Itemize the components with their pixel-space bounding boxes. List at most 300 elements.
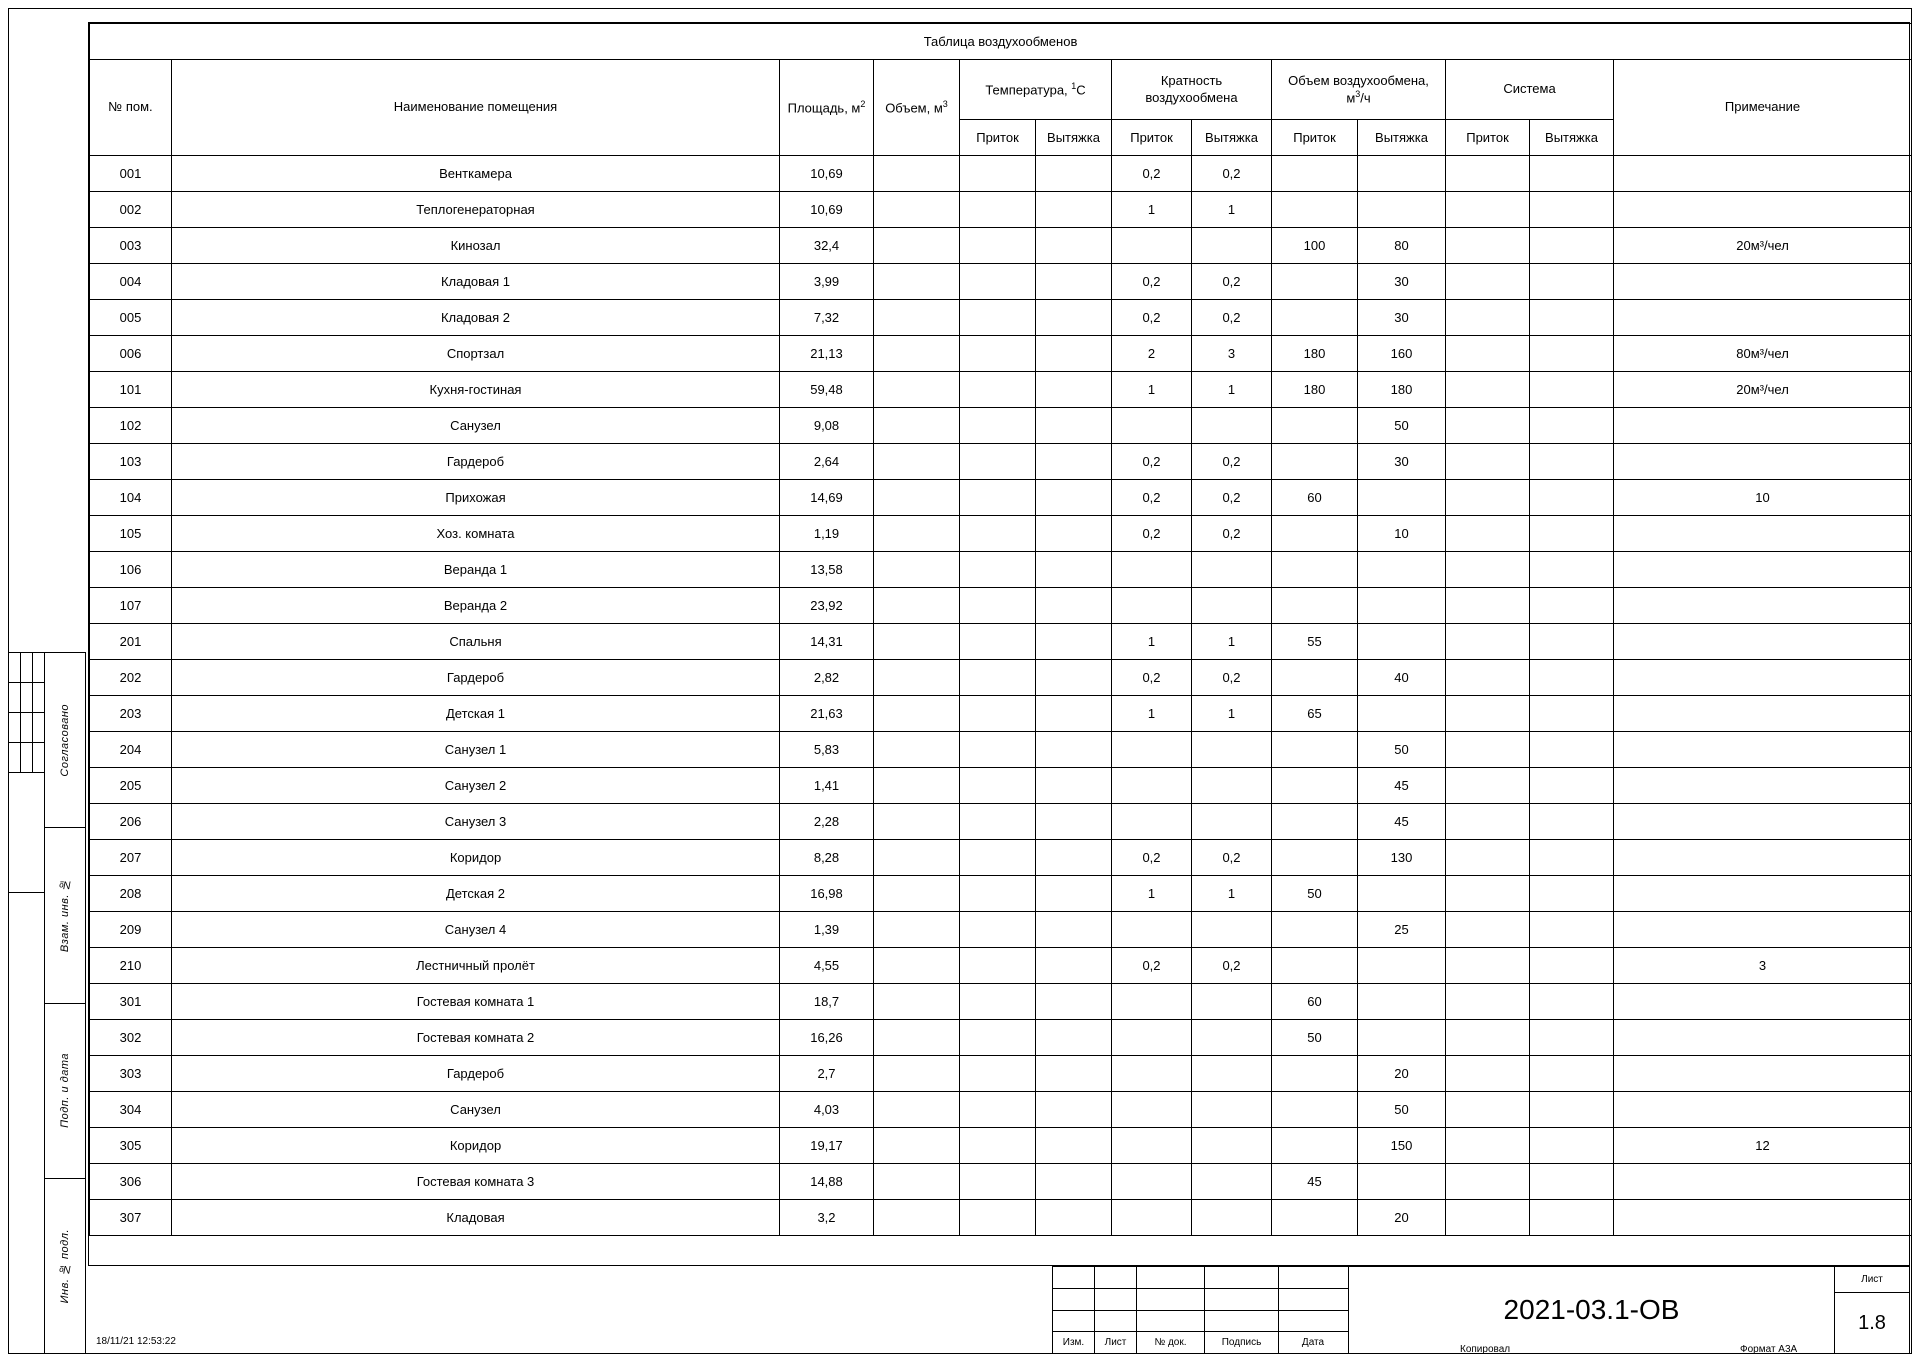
cell-system-in	[1446, 948, 1530, 984]
cell-area: 8,28	[780, 840, 874, 876]
cell-rate-out	[1192, 912, 1272, 948]
cell-system-in	[1446, 1128, 1530, 1164]
table-row	[90, 552, 1912, 588]
cell-flow-out: 25	[1358, 912, 1446, 948]
cell-volume	[874, 840, 960, 876]
cell-system-out	[1530, 552, 1614, 588]
cell-room-no: 106	[90, 552, 172, 588]
cell-flow-in	[1272, 192, 1358, 228]
cell-flow-in	[1272, 444, 1358, 480]
cell-rate-in: 0,2	[1112, 156, 1192, 192]
cell-rate-in: 2	[1112, 336, 1192, 372]
header-temperature: Температура, $^1$С	[960, 60, 1112, 120]
cell-flow-out: 80	[1358, 228, 1446, 264]
cell-temp-out	[1036, 948, 1112, 984]
table-row	[90, 696, 1912, 732]
cell-rate-in: 1	[1112, 696, 1192, 732]
title-block-row	[1053, 1267, 1348, 1289]
header-row-main	[90, 60, 1912, 120]
field-label-list: Лист	[1095, 1332, 1137, 1353]
cell-note	[1614, 1164, 1912, 1200]
cell-area: 1,19	[780, 516, 874, 552]
cell-room-no: 002	[90, 192, 172, 228]
cell-volume	[874, 1020, 960, 1056]
cell-flow-in: 50	[1272, 1020, 1358, 1056]
cell-rate-out: 0,2	[1192, 948, 1272, 984]
cell-temp-out	[1036, 552, 1112, 588]
cell-note	[1614, 984, 1912, 1020]
cell-note	[1614, 1020, 1912, 1056]
cell-flow-in	[1272, 156, 1358, 192]
grid-line	[8, 742, 44, 743]
title-block-cell	[1095, 1289, 1137, 1310]
table-row	[90, 876, 1912, 912]
cell-room-name: Детская 1	[172, 696, 780, 732]
cell-system-in	[1446, 1056, 1530, 1092]
cell-temp-in	[960, 264, 1036, 300]
cell-temp-out	[1036, 876, 1112, 912]
cell-system-in	[1446, 624, 1530, 660]
cell-volume	[874, 552, 960, 588]
cell-temp-in	[960, 1020, 1036, 1056]
title-block-cell	[1205, 1289, 1279, 1310]
title-block-cell	[1137, 1311, 1205, 1332]
cell-room-no: 303	[90, 1056, 172, 1092]
cell-temp-out	[1036, 444, 1112, 480]
cell-note: 80м³/чел	[1614, 336, 1912, 372]
cell-rate-out	[1192, 1020, 1272, 1056]
cell-temp-in	[960, 732, 1036, 768]
cell-system-out	[1530, 336, 1614, 372]
cell-rate-out: 1	[1192, 876, 1272, 912]
cell-temp-in	[960, 840, 1036, 876]
cell-note	[1614, 624, 1912, 660]
cell-note	[1614, 444, 1912, 480]
cell-temp-out	[1036, 1092, 1112, 1128]
cell-temp-out	[1036, 156, 1112, 192]
title-block-cell	[1137, 1289, 1205, 1310]
cell-flow-out: 50	[1358, 732, 1446, 768]
cell-room-no: 104	[90, 480, 172, 516]
cell-room-no: 203	[90, 696, 172, 732]
cell-flow-in	[1272, 804, 1358, 840]
cell-room-no: 207	[90, 840, 172, 876]
cell-temp-in	[960, 984, 1036, 1020]
cell-temp-out	[1036, 588, 1112, 624]
cell-rate-in: 1	[1112, 372, 1192, 408]
cell-temp-in	[960, 696, 1036, 732]
cell-temp-out	[1036, 732, 1112, 768]
cell-rate-out: 0,2	[1192, 660, 1272, 696]
cell-area: 7,32	[780, 300, 874, 336]
cell-temp-out	[1036, 984, 1112, 1020]
field-label-izm: Изм.	[1053, 1332, 1095, 1353]
cell-area: 18,7	[780, 984, 874, 1020]
cell-temp-in	[960, 156, 1036, 192]
header-system-in: Приток	[1446, 120, 1530, 156]
cell-system-in	[1446, 552, 1530, 588]
cell-system-in	[1446, 912, 1530, 948]
cell-flow-out: 30	[1358, 264, 1446, 300]
cell-system-out	[1530, 1056, 1614, 1092]
cell-system-out	[1530, 408, 1614, 444]
cell-rate-out	[1192, 768, 1272, 804]
cell-system-out	[1530, 156, 1614, 192]
sheet-number: 1.8	[1858, 1311, 1886, 1334]
cell-system-out	[1530, 660, 1614, 696]
cell-note	[1614, 840, 1912, 876]
cell-temp-out	[1036, 1164, 1112, 1200]
cell-rate-in: 0,2	[1112, 516, 1192, 552]
title-block-cell	[1137, 1267, 1205, 1288]
cell-rate-in: 0,2	[1112, 840, 1192, 876]
cell-area: 32,4	[780, 228, 874, 264]
left-margin-label-cell	[45, 1004, 85, 1179]
table-title-row	[90, 24, 1912, 60]
table-row	[90, 1092, 1912, 1128]
title-block-row	[1053, 1289, 1348, 1311]
cell-temp-out	[1036, 1128, 1112, 1164]
cell-volume	[874, 408, 960, 444]
cell-system-out	[1530, 192, 1614, 228]
cell-area: 3,2	[780, 1200, 874, 1236]
cell-system-out	[1530, 228, 1614, 264]
cell-area: 5,83	[780, 732, 874, 768]
cell-system-in	[1446, 336, 1530, 372]
cell-system-out	[1530, 1020, 1614, 1056]
cell-rate-out: 0,2	[1192, 480, 1272, 516]
cell-room-no: 103	[90, 444, 172, 480]
cell-room-no: 204	[90, 732, 172, 768]
cell-flow-out: 10	[1358, 516, 1446, 552]
cell-room-no: 004	[90, 264, 172, 300]
cell-temp-in	[960, 516, 1036, 552]
cell-note	[1614, 1200, 1912, 1236]
cell-room-no: 001	[90, 156, 172, 192]
header-rate-in: Приток	[1112, 120, 1192, 156]
cell-room-name: Коридор	[172, 1128, 780, 1164]
cell-system-in	[1446, 408, 1530, 444]
header-system: Система	[1446, 60, 1614, 120]
cell-volume	[874, 480, 960, 516]
cell-flow-in	[1272, 300, 1358, 336]
cell-flow-out	[1358, 1020, 1446, 1056]
cell-volume	[874, 1092, 960, 1128]
cell-temp-in	[960, 804, 1036, 840]
left-margin-subgrid	[8, 652, 86, 912]
cell-temp-out	[1036, 264, 1112, 300]
cell-temp-in	[960, 192, 1036, 228]
cell-room-no: 107	[90, 588, 172, 624]
cell-rate-in	[1112, 1128, 1192, 1164]
cell-temp-out	[1036, 336, 1112, 372]
cell-area: 14,69	[780, 480, 874, 516]
cell-area: 9,08	[780, 408, 874, 444]
cell-temp-out	[1036, 1020, 1112, 1056]
cell-volume	[874, 192, 960, 228]
field-label-docno: № док.	[1137, 1332, 1205, 1353]
cell-system-in	[1446, 300, 1530, 336]
cell-system-out	[1530, 876, 1614, 912]
table-row	[90, 1056, 1912, 1092]
cell-room-name: Кладовая 1	[172, 264, 780, 300]
cell-system-out	[1530, 948, 1614, 984]
cell-rate-out: 0,2	[1192, 444, 1272, 480]
cell-system-out	[1530, 1164, 1614, 1200]
table-row	[90, 192, 1912, 228]
table-row	[90, 408, 1912, 444]
cell-area: 4,03	[780, 1092, 874, 1128]
cell-flow-out: 20	[1358, 1200, 1446, 1236]
cell-temp-in	[960, 1092, 1036, 1128]
cell-flow-in: 65	[1272, 696, 1358, 732]
cell-temp-out	[1036, 696, 1112, 732]
cell-note	[1614, 264, 1912, 300]
cell-temp-in	[960, 624, 1036, 660]
cell-volume	[874, 588, 960, 624]
cell-rate-out	[1192, 984, 1272, 1020]
cell-rate-out	[1192, 228, 1272, 264]
cell-rate-out: 3	[1192, 336, 1272, 372]
table-row	[90, 588, 1912, 624]
cell-system-out	[1530, 1092, 1614, 1128]
cell-volume	[874, 948, 960, 984]
cell-flow-in	[1272, 1056, 1358, 1092]
cell-rate-in	[1112, 408, 1192, 444]
cell-room-name: Гардероб	[172, 1056, 780, 1092]
cell-area: 21,13	[780, 336, 874, 372]
cell-temp-out	[1036, 1056, 1112, 1092]
cell-flow-in	[1272, 1092, 1358, 1128]
header-note: Примечание	[1614, 60, 1912, 156]
cell-room-name: Теплогенераторная	[172, 192, 780, 228]
cell-rate-out	[1192, 1056, 1272, 1092]
cell-temp-in	[960, 912, 1036, 948]
cell-room-no: 301	[90, 984, 172, 1020]
cell-volume	[874, 336, 960, 372]
cell-system-in	[1446, 516, 1530, 552]
header-room-no: № пом.	[90, 60, 172, 156]
cell-flow-in	[1272, 840, 1358, 876]
cell-room-name: Гостевая комната 2	[172, 1020, 780, 1056]
cell-flow-out: 50	[1358, 1092, 1446, 1128]
cell-flow-in	[1272, 588, 1358, 624]
header-room-name: Наименование помещения	[172, 60, 780, 156]
cell-system-in	[1446, 1200, 1530, 1236]
field-label-date: Дата	[1301, 1337, 1325, 1349]
cell-area: 3,99	[780, 264, 874, 300]
cell-note	[1614, 804, 1912, 840]
cell-room-no: 302	[90, 1020, 172, 1056]
cell-room-no: 304	[90, 1092, 172, 1128]
cell-rate-in	[1112, 732, 1192, 768]
cell-rate-in: 1	[1112, 624, 1192, 660]
cell-rate-out: 1	[1192, 624, 1272, 660]
cell-area: 2,7	[780, 1056, 874, 1092]
cell-system-out	[1530, 264, 1614, 300]
cell-system-out	[1530, 804, 1614, 840]
cell-temp-in	[960, 480, 1036, 516]
cell-room-name: Гардероб	[172, 660, 780, 696]
cell-system-out	[1530, 1200, 1614, 1236]
table-row	[90, 660, 1912, 696]
cell-rate-in: 0,2	[1112, 948, 1192, 984]
cell-temp-out	[1036, 1200, 1112, 1236]
cell-volume	[874, 1056, 960, 1092]
cell-temp-in	[960, 1128, 1036, 1164]
cell-temp-in	[960, 948, 1036, 984]
cell-flow-in	[1272, 516, 1358, 552]
cell-temp-out	[1036, 228, 1112, 264]
cell-area: 10,69	[780, 156, 874, 192]
header-system-out: Вытяжка	[1530, 120, 1614, 156]
header-exchange-rate: Кратность воздухообмена	[1112, 60, 1272, 120]
cell-flow-in	[1272, 768, 1358, 804]
cell-flow-in: 100	[1272, 228, 1358, 264]
cell-area: 21,63	[780, 696, 874, 732]
cell-rate-out	[1192, 732, 1272, 768]
cell-rate-out: 0,2	[1192, 300, 1272, 336]
title-block-cell	[1053, 1267, 1095, 1288]
cell-room-name: Гостевая комната 3	[172, 1164, 780, 1200]
cell-temp-out	[1036, 768, 1112, 804]
cell-volume	[874, 768, 960, 804]
cell-flow-in: 180	[1272, 336, 1358, 372]
cell-volume	[874, 696, 960, 732]
cell-system-out	[1530, 588, 1614, 624]
cell-flow-out: 45	[1358, 804, 1446, 840]
cell-volume	[874, 876, 960, 912]
cell-area: 59,48	[780, 372, 874, 408]
cell-system-out	[1530, 300, 1614, 336]
cell-note	[1614, 552, 1912, 588]
cell-system-out	[1530, 1128, 1614, 1164]
cell-flow-in	[1272, 948, 1358, 984]
cell-rate-in	[1112, 228, 1192, 264]
cell-rate-in	[1112, 984, 1192, 1020]
cell-room-no: 307	[90, 1200, 172, 1236]
cell-flow-out: 30	[1358, 300, 1446, 336]
cell-rate-out	[1192, 1200, 1272, 1236]
cell-room-name: Санузел	[172, 1092, 780, 1128]
cell-note	[1614, 192, 1912, 228]
cell-room-name: Санузел 1	[172, 732, 780, 768]
cell-room-no: 209	[90, 912, 172, 948]
cell-flow-out: 130	[1358, 840, 1446, 876]
cell-rate-out: 0,2	[1192, 516, 1272, 552]
cell-note	[1614, 156, 1912, 192]
cell-note	[1614, 1092, 1912, 1128]
cell-temp-in	[960, 876, 1036, 912]
cell-volume	[874, 300, 960, 336]
cell-rate-out: 0,2	[1192, 840, 1272, 876]
cell-temp-out	[1036, 912, 1112, 948]
field-label-signature: Подпись	[1205, 1332, 1279, 1353]
cell-system-in	[1446, 480, 1530, 516]
header-exchange-volume: Объем воздухообмена, $м^3/ч$	[1272, 60, 1446, 120]
cell-room-no: 306	[90, 1164, 172, 1200]
title-block-cell	[1279, 1311, 1347, 1332]
cell-system-in	[1446, 588, 1530, 624]
cell-rate-in: 0,2	[1112, 444, 1192, 480]
cell-temp-in	[960, 228, 1036, 264]
cell-rate-in	[1112, 1092, 1192, 1128]
cell-flow-out: 30	[1358, 444, 1446, 480]
cell-note	[1614, 1056, 1912, 1092]
cell-temp-in	[960, 336, 1036, 372]
table-row	[90, 984, 1912, 1020]
cell-system-in	[1446, 1092, 1530, 1128]
header-flow-out: Вытяжка	[1358, 120, 1446, 156]
cell-flow-in	[1272, 552, 1358, 588]
cell-rate-in: 0,2	[1112, 300, 1192, 336]
cell-flow-in: 50	[1272, 876, 1358, 912]
cell-volume	[874, 732, 960, 768]
table-row	[90, 480, 1912, 516]
cell-temp-in	[960, 768, 1036, 804]
table-row	[90, 768, 1912, 804]
cell-temp-in	[960, 300, 1036, 336]
table-row	[90, 516, 1912, 552]
cell-room-no: 202	[90, 660, 172, 696]
cell-rate-out	[1192, 1128, 1272, 1164]
cell-note: 10	[1614, 480, 1912, 516]
cell-volume	[874, 516, 960, 552]
cell-note	[1614, 588, 1912, 624]
cell-flow-out	[1358, 588, 1446, 624]
cell-flow-out	[1358, 984, 1446, 1020]
cell-rate-in	[1112, 804, 1192, 840]
header-volume: Объем, $м^3$	[874, 60, 960, 156]
cell-temp-in	[960, 552, 1036, 588]
project-code: 2021-03.1-ОВ	[1349, 1267, 1835, 1353]
cell-note	[1614, 876, 1912, 912]
cell-volume	[874, 1128, 960, 1164]
cell-rate-out	[1192, 1092, 1272, 1128]
cell-temp-in	[960, 444, 1036, 480]
cell-rate-in	[1112, 1056, 1192, 1092]
cell-area: 2,64	[780, 444, 874, 480]
grid-line	[8, 682, 44, 683]
cell-area: 14,88	[780, 1164, 874, 1200]
header-flow-in: Приток	[1272, 120, 1358, 156]
cell-volume	[874, 984, 960, 1020]
cell-system-out	[1530, 732, 1614, 768]
cell-note	[1614, 300, 1912, 336]
table-row	[90, 156, 1912, 192]
cell-rate-in	[1112, 1164, 1192, 1200]
cell-system-in	[1446, 876, 1530, 912]
cell-flow-out: 160	[1358, 336, 1446, 372]
cell-system-in	[1446, 660, 1530, 696]
table-row	[90, 840, 1912, 876]
cell-room-name: Санузел 2	[172, 768, 780, 804]
cell-note: 12	[1614, 1128, 1912, 1164]
cell-flow-in	[1272, 732, 1358, 768]
cell-flow-in	[1272, 264, 1358, 300]
cell-rate-in: 1	[1112, 192, 1192, 228]
cell-temp-in	[960, 372, 1036, 408]
cell-volume	[874, 660, 960, 696]
title-block-cell	[1095, 1267, 1137, 1288]
cell-flow-out: 180	[1358, 372, 1446, 408]
cell-note	[1614, 768, 1912, 804]
table-row	[90, 444, 1912, 480]
cell-system-in	[1446, 228, 1530, 264]
cell-rate-in	[1112, 552, 1192, 588]
cell-rate-out	[1192, 552, 1272, 588]
cell-room-name: Лестничный пролёт	[172, 948, 780, 984]
